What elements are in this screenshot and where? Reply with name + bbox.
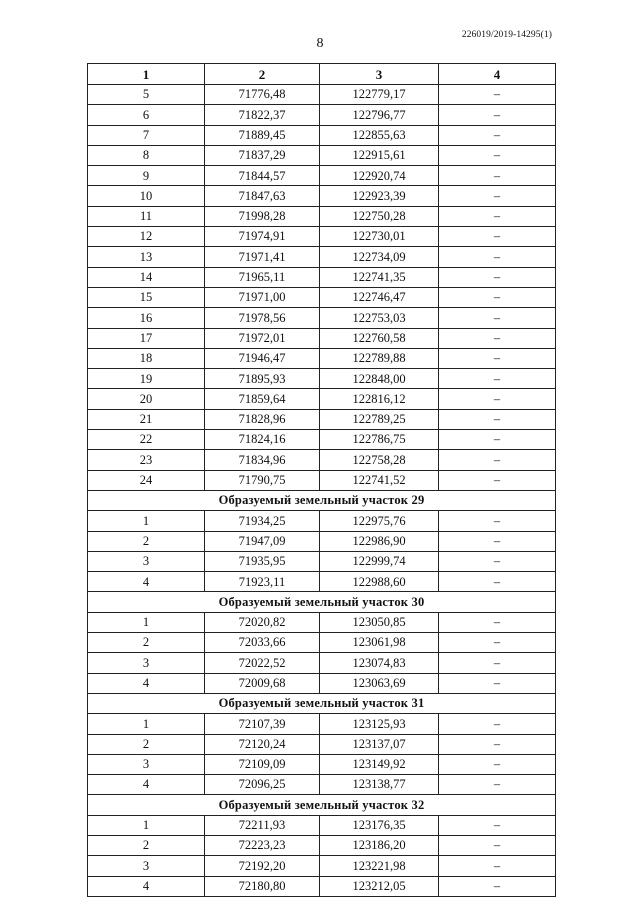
y-coordinate-cell: 122923,39 bbox=[320, 186, 439, 206]
table-row bbox=[88, 856, 556, 876]
x-coordinate-cell: 71844,57 bbox=[205, 166, 320, 186]
y-coordinate-cell: 123149,92 bbox=[320, 754, 439, 774]
table-row bbox=[88, 511, 556, 531]
y-coordinate-cell: 122779,17 bbox=[320, 85, 439, 105]
x-coordinate-cell: 71947,09 bbox=[205, 531, 320, 551]
point-number-cell: 7 bbox=[88, 125, 205, 145]
point-number-cell: 11 bbox=[88, 206, 205, 226]
note-cell: – bbox=[439, 105, 556, 125]
y-coordinate-cell: 122746,47 bbox=[320, 287, 439, 307]
document-id: 226019/2019-14295(1) bbox=[461, 30, 552, 40]
x-coordinate-cell: 72192,20 bbox=[205, 856, 320, 876]
y-coordinate-cell: 123137,07 bbox=[320, 734, 439, 754]
note-cell: – bbox=[439, 551, 556, 571]
x-coordinate-cell: 71935,95 bbox=[205, 551, 320, 571]
point-number-cell: 20 bbox=[88, 389, 205, 409]
note-cell: – bbox=[439, 876, 556, 896]
table-row bbox=[88, 754, 556, 774]
note-cell: – bbox=[439, 267, 556, 287]
point-number-cell: 10 bbox=[88, 186, 205, 206]
table-row bbox=[88, 409, 556, 429]
table-header-row bbox=[88, 64, 556, 85]
note-cell: – bbox=[439, 206, 556, 226]
point-number-cell: 2 bbox=[88, 531, 205, 551]
table-row bbox=[88, 714, 556, 734]
x-coordinate-cell: 72120,24 bbox=[205, 734, 320, 754]
x-coordinate-cell: 72107,39 bbox=[205, 714, 320, 734]
table-row bbox=[88, 430, 556, 450]
x-coordinate-cell: 71972,01 bbox=[205, 328, 320, 348]
table-row bbox=[88, 612, 556, 632]
note-cell: – bbox=[439, 633, 556, 653]
x-coordinate-cell: 71965,11 bbox=[205, 267, 320, 287]
table-row bbox=[88, 105, 556, 125]
table-row bbox=[88, 815, 556, 835]
point-number-cell: 3 bbox=[88, 653, 205, 673]
y-coordinate-cell: 122988,60 bbox=[320, 572, 439, 592]
section-row bbox=[88, 693, 556, 713]
table-row bbox=[88, 308, 556, 328]
point-number-cell: 6 bbox=[88, 105, 205, 125]
y-coordinate-cell: 122848,00 bbox=[320, 369, 439, 389]
x-coordinate-cell: 72009,68 bbox=[205, 673, 320, 693]
x-coordinate-cell: 71934,25 bbox=[205, 511, 320, 531]
y-coordinate-cell: 122920,74 bbox=[320, 166, 439, 186]
point-number-cell: 4 bbox=[88, 572, 205, 592]
point-number-cell: 1 bbox=[88, 815, 205, 835]
x-coordinate-cell: 71895,93 bbox=[205, 369, 320, 389]
table-row bbox=[88, 247, 556, 267]
point-number-cell: 19 bbox=[88, 369, 205, 389]
x-coordinate-cell: 71978,56 bbox=[205, 308, 320, 328]
table-row bbox=[88, 734, 556, 754]
x-coordinate-cell: 72211,93 bbox=[205, 815, 320, 835]
x-coordinate-cell: 72096,25 bbox=[205, 775, 320, 795]
x-coordinate-cell: 72020,82 bbox=[205, 612, 320, 632]
x-coordinate-cell: 72109,09 bbox=[205, 754, 320, 774]
y-coordinate-cell: 122975,76 bbox=[320, 511, 439, 531]
page-number: 8 bbox=[316, 36, 324, 51]
table-row bbox=[88, 227, 556, 247]
table-row bbox=[88, 85, 556, 105]
note-cell: – bbox=[439, 815, 556, 835]
table-body bbox=[88, 85, 556, 897]
y-coordinate-cell: 122789,25 bbox=[320, 409, 439, 429]
note-cell: – bbox=[439, 775, 556, 795]
y-coordinate-cell: 123221,98 bbox=[320, 856, 439, 876]
point-number-cell: 3 bbox=[88, 754, 205, 774]
column-header-4: 4 bbox=[439, 64, 556, 85]
point-number-cell: 1 bbox=[88, 511, 205, 531]
point-number-cell: 17 bbox=[88, 328, 205, 348]
table-row bbox=[88, 369, 556, 389]
x-coordinate-cell: 71971,41 bbox=[205, 247, 320, 267]
y-coordinate-cell: 123074,83 bbox=[320, 653, 439, 673]
note-cell: – bbox=[439, 125, 556, 145]
x-coordinate-cell: 71923,11 bbox=[205, 572, 320, 592]
point-number-cell: 9 bbox=[88, 166, 205, 186]
section-title: Образуемый земельный участок 30 bbox=[88, 592, 556, 612]
y-coordinate-cell: 122758,28 bbox=[320, 450, 439, 470]
note-cell: – bbox=[439, 409, 556, 429]
note-cell: – bbox=[439, 389, 556, 409]
table-row bbox=[88, 348, 556, 368]
point-number-cell: 2 bbox=[88, 835, 205, 855]
note-cell: – bbox=[439, 653, 556, 673]
point-number-cell: 13 bbox=[88, 247, 205, 267]
y-coordinate-cell: 122816,12 bbox=[320, 389, 439, 409]
table-row bbox=[88, 145, 556, 165]
note-cell: – bbox=[439, 328, 556, 348]
x-coordinate-cell: 71847,63 bbox=[205, 186, 320, 206]
note-cell: – bbox=[439, 531, 556, 551]
section-title: Образуемый земельный участок 31 bbox=[88, 693, 556, 713]
x-coordinate-cell: 71998,28 bbox=[205, 206, 320, 226]
y-coordinate-cell: 122786,75 bbox=[320, 430, 439, 450]
y-coordinate-cell: 122796,77 bbox=[320, 105, 439, 125]
table-row bbox=[88, 531, 556, 551]
table-row bbox=[88, 835, 556, 855]
note-cell: – bbox=[439, 247, 556, 267]
y-coordinate-cell: 122999,74 bbox=[320, 551, 439, 571]
table-row bbox=[88, 551, 556, 571]
point-number-cell: 15 bbox=[88, 287, 205, 307]
note-cell: – bbox=[439, 369, 556, 389]
y-coordinate-cell: 122750,28 bbox=[320, 206, 439, 226]
note-cell: – bbox=[439, 308, 556, 328]
table-row bbox=[88, 328, 556, 348]
table-row bbox=[88, 572, 556, 592]
x-coordinate-cell: 72022,52 bbox=[205, 653, 320, 673]
table-row bbox=[88, 267, 556, 287]
y-coordinate-cell: 123138,77 bbox=[320, 775, 439, 795]
section-row bbox=[88, 490, 556, 510]
point-number-cell: 5 bbox=[88, 85, 205, 105]
section-row bbox=[88, 795, 556, 815]
note-cell: – bbox=[439, 734, 556, 754]
x-coordinate-cell: 71790,75 bbox=[205, 470, 320, 490]
x-coordinate-cell: 71824,16 bbox=[205, 430, 320, 450]
point-number-cell: 4 bbox=[88, 876, 205, 896]
x-coordinate-cell: 72180,80 bbox=[205, 876, 320, 896]
table-row bbox=[88, 470, 556, 490]
section-title: Образуемый земельный участок 32 bbox=[88, 795, 556, 815]
y-coordinate-cell: 122753,03 bbox=[320, 308, 439, 328]
note-cell: – bbox=[439, 287, 556, 307]
note-cell: – bbox=[439, 145, 556, 165]
y-coordinate-cell: 123063,69 bbox=[320, 673, 439, 693]
table-row bbox=[88, 653, 556, 673]
y-coordinate-cell: 122730,01 bbox=[320, 227, 439, 247]
x-coordinate-cell: 71971,00 bbox=[205, 287, 320, 307]
note-cell: – bbox=[439, 450, 556, 470]
note-cell: – bbox=[439, 612, 556, 632]
point-number-cell: 16 bbox=[88, 308, 205, 328]
y-coordinate-cell: 123212,05 bbox=[320, 876, 439, 896]
y-coordinate-cell: 122741,35 bbox=[320, 267, 439, 287]
point-number-cell: 1 bbox=[88, 714, 205, 734]
column-header-1: 1 bbox=[88, 64, 205, 85]
table-row bbox=[88, 166, 556, 186]
x-coordinate-cell: 72033,66 bbox=[205, 633, 320, 653]
note-cell: – bbox=[439, 348, 556, 368]
y-coordinate-cell: 122760,58 bbox=[320, 328, 439, 348]
point-number-cell: 8 bbox=[88, 145, 205, 165]
note-cell: – bbox=[439, 186, 556, 206]
note-cell: – bbox=[439, 85, 556, 105]
x-coordinate-cell: 71974,91 bbox=[205, 227, 320, 247]
note-cell: – bbox=[439, 856, 556, 876]
y-coordinate-cell: 122789,88 bbox=[320, 348, 439, 368]
note-cell: – bbox=[439, 166, 556, 186]
y-coordinate-cell: 122986,90 bbox=[320, 531, 439, 551]
x-coordinate-cell: 72223,23 bbox=[205, 835, 320, 855]
note-cell: – bbox=[439, 835, 556, 855]
y-coordinate-cell: 123050,85 bbox=[320, 612, 439, 632]
table-row bbox=[88, 633, 556, 653]
point-number-cell: 24 bbox=[88, 470, 205, 490]
y-coordinate-cell: 123061,98 bbox=[320, 633, 439, 653]
table-row bbox=[88, 775, 556, 795]
x-coordinate-cell: 71776,48 bbox=[205, 85, 320, 105]
y-coordinate-cell: 123125,93 bbox=[320, 714, 439, 734]
point-number-cell: 4 bbox=[88, 673, 205, 693]
y-coordinate-cell: 122741,52 bbox=[320, 470, 439, 490]
table-row bbox=[88, 673, 556, 693]
point-number-cell: 14 bbox=[88, 267, 205, 287]
y-coordinate-cell: 122734,09 bbox=[320, 247, 439, 267]
point-number-cell: 2 bbox=[88, 734, 205, 754]
x-coordinate-cell: 71946,47 bbox=[205, 348, 320, 368]
table-row bbox=[88, 206, 556, 226]
note-cell: – bbox=[439, 430, 556, 450]
point-number-cell: 22 bbox=[88, 430, 205, 450]
note-cell: – bbox=[439, 754, 556, 774]
table-row bbox=[88, 450, 556, 470]
point-number-cell: 1 bbox=[88, 612, 205, 632]
x-coordinate-cell: 71828,96 bbox=[205, 409, 320, 429]
point-number-cell: 21 bbox=[88, 409, 205, 429]
x-coordinate-cell: 71822,37 bbox=[205, 105, 320, 125]
note-cell: – bbox=[439, 470, 556, 490]
table-row bbox=[88, 389, 556, 409]
y-coordinate-cell: 122915,61 bbox=[320, 145, 439, 165]
x-coordinate-cell: 71834,96 bbox=[205, 450, 320, 470]
y-coordinate-cell: 123176,35 bbox=[320, 815, 439, 835]
note-cell: – bbox=[439, 572, 556, 592]
table-row bbox=[88, 287, 556, 307]
point-number-cell: 23 bbox=[88, 450, 205, 470]
table-row bbox=[88, 876, 556, 896]
x-coordinate-cell: 71837,29 bbox=[205, 145, 320, 165]
table-row bbox=[88, 186, 556, 206]
y-coordinate-cell: 122855,63 bbox=[320, 125, 439, 145]
section-row bbox=[88, 592, 556, 612]
point-number-cell: 12 bbox=[88, 227, 205, 247]
note-cell: – bbox=[439, 511, 556, 531]
column-header-3: 3 bbox=[320, 64, 439, 85]
point-number-cell: 2 bbox=[88, 633, 205, 653]
point-number-cell: 18 bbox=[88, 348, 205, 368]
x-coordinate-cell: 71859,64 bbox=[205, 389, 320, 409]
column-header-2: 2 bbox=[205, 64, 320, 85]
section-title: Образуемый земельный участок 29 bbox=[88, 490, 556, 510]
x-coordinate-cell: 71889,45 bbox=[205, 125, 320, 145]
note-cell: – bbox=[439, 673, 556, 693]
point-number-cell: 4 bbox=[88, 775, 205, 795]
y-coordinate-cell: 123186,20 bbox=[320, 835, 439, 855]
note-cell: – bbox=[439, 227, 556, 247]
point-number-cell: 3 bbox=[88, 856, 205, 876]
point-number-cell: 3 bbox=[88, 551, 205, 571]
note-cell: – bbox=[439, 714, 556, 734]
coordinates-table bbox=[87, 63, 556, 897]
table-row bbox=[88, 125, 556, 145]
